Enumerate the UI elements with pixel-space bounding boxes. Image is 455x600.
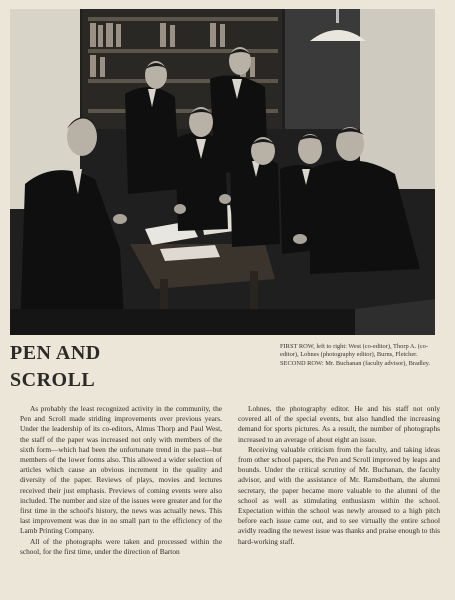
title-line-2: SCROLL <box>10 369 96 391</box>
group-photo-illustration <box>10 9 435 335</box>
left-paragraph-1: As probably the least recognized activity in the community, the Pen and Scroll made striding improvements over previous years. Under the leadership of its co-editors, Almus Thorp and Paul West, the staff of the paper was increased not only with members of the sixth form—which had been the unfortunate trend in the past—but members of the lower forms also. This allowed a wider selection of articles which cause an obvious increment in the quality and diversity of the paper. Reviews of plays, movies and lectures received their just emphasis. Previews of coming events were also included. The number and size of the issues were greater and for the first time in the school's history, the news was actually news. This last improvement was due in no small part to the efficiency of the Lamb Printing Company. <box>20 404 222 536</box>
title-line-1: PEN AND <box>10 342 101 364</box>
left-paragraph-2: All of the photographs were taken and processed within the school, for the first time, under the direction of Barton <box>20 536 222 556</box>
article-body <box>20 404 440 594</box>
right-paragraph-1: Lohnes, the photography editor. He and his staff not only covered all of the special events, but also handled the increasing demand for sports pictures. As a result, the number of photographs increased to an average of about eight an issue. <box>238 404 440 444</box>
right-column <box>238 404 440 594</box>
group-photo <box>10 9 435 335</box>
right-paragraph-2: Receiving valuable criticism from the faculty, and taking ideas from other school papers, the Pen and Scroll improved by leaps and bounds. Under the critical scrutiny of Mr. Buchanan, the faculty advisor, and with the assistance of Mr. Ramsbotham, the alumni secretary, the paper became more valuable to the alumni of the school as well as stimulating enthusiasm within the school. Expectation within the school was newly aroused to a high pitch before each issue came out, and to see virtually the entire school avidly reading the newest issue was thanks and praise enough to this hard-working staff. <box>238 444 440 546</box>
page-title <box>10 340 140 394</box>
left-column <box>20 404 222 594</box>
photo-caption: FIRST ROW, left to right: West (co-editor), Thorp A. (co-editor), Lohnes (photography editor), Burns, Fletcher. SECOND ROW: Mr. Buchanan (faculty advisor), Bradley. <box>280 343 431 367</box>
